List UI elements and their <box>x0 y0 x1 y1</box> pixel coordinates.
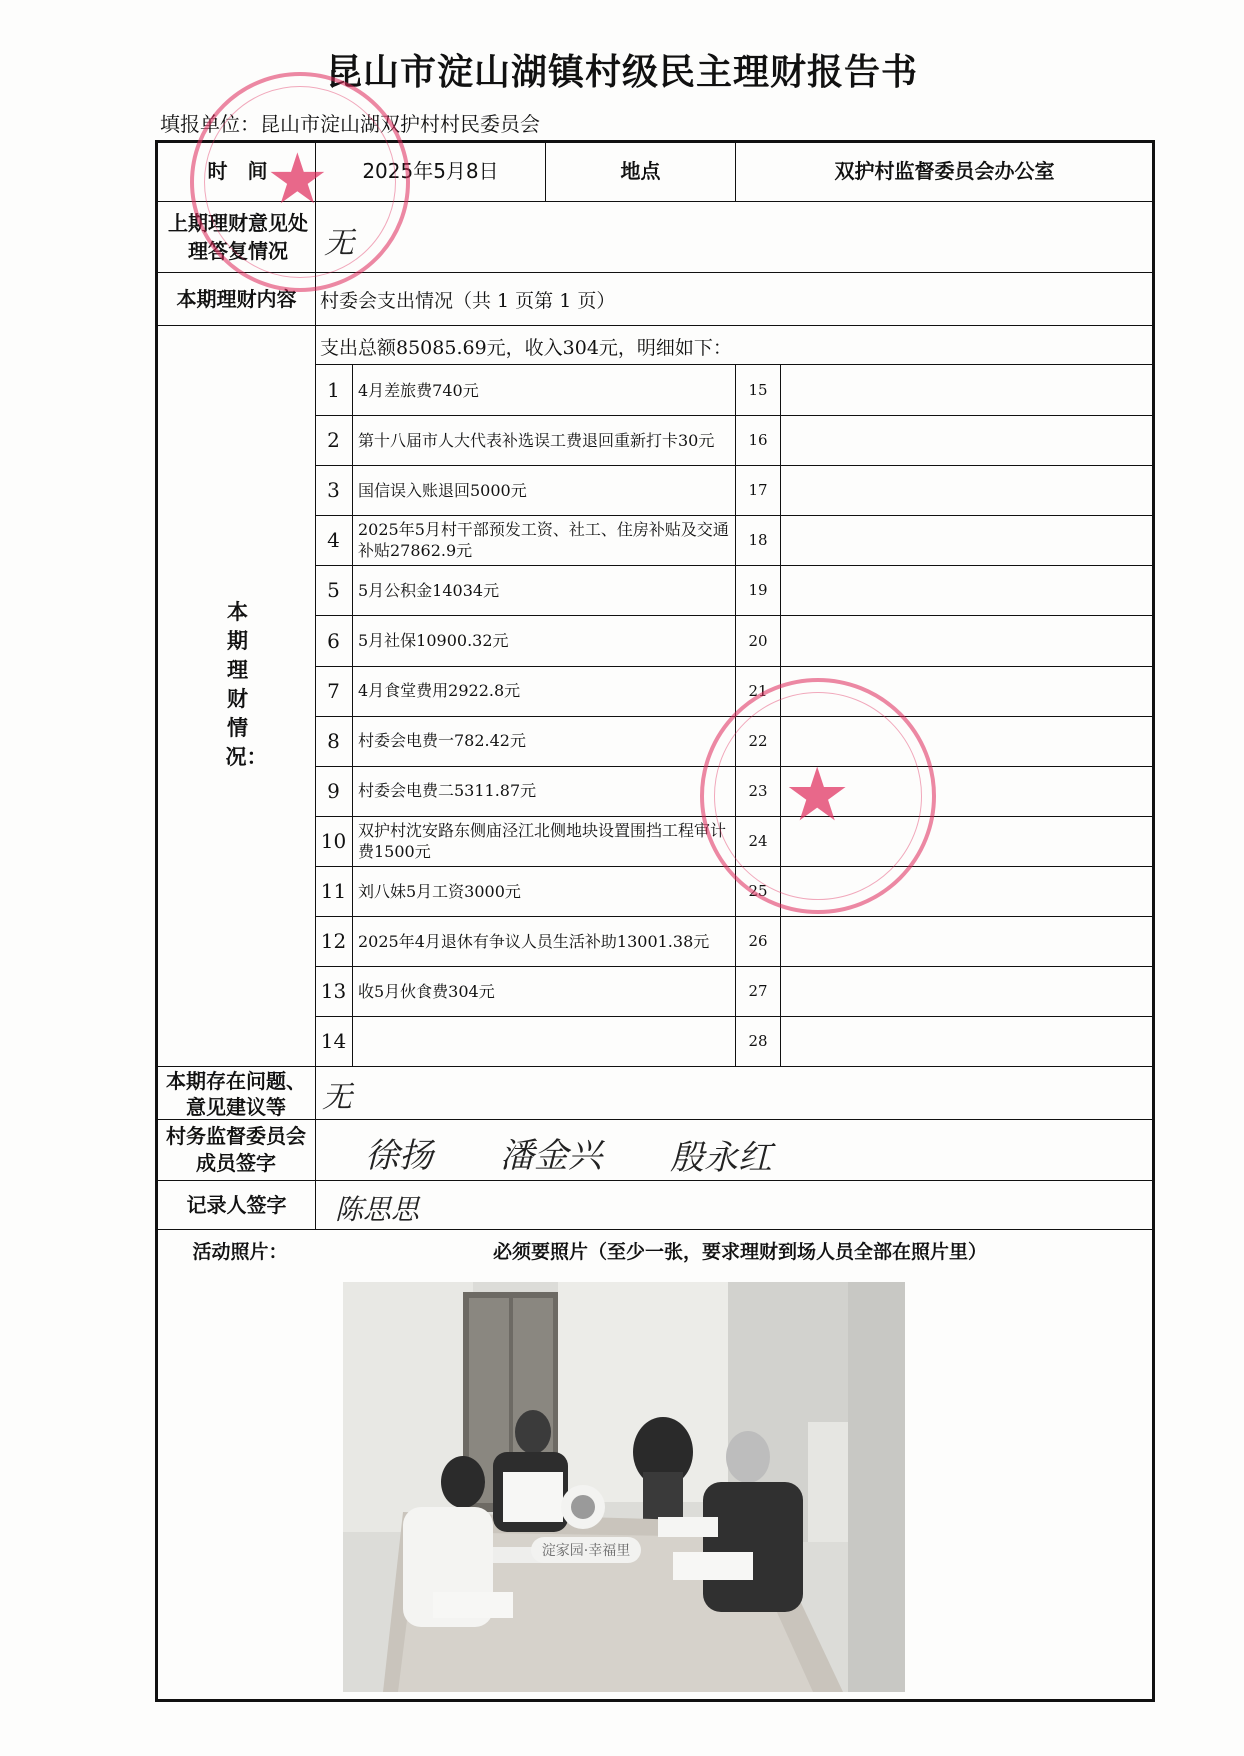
prev-label: 上期理财意见处理答复情况 <box>168 211 308 263</box>
time-value: 2025年5月8日 <box>362 159 499 183</box>
supervisor-signature-3: 殷永红 <box>670 1138 772 1178</box>
stamp-star-icon: ★ <box>784 752 851 838</box>
item-text: 2025年4月退休有争议人员生活补助13001.38元 <box>358 931 710 951</box>
item-text: 第十八届市人大代表补选误工费退回重新打卡30元 <box>358 430 715 450</box>
summary-text: 支出总额85085.69元，收入304元，明细如下： <box>320 336 732 359</box>
village-committee-stamp <box>190 72 410 292</box>
cell-divider <box>315 1180 316 1230</box>
item-number: 13 <box>320 979 347 1004</box>
recorder-signature: 陈思思 <box>335 1193 420 1226</box>
item-number-right: 24 <box>748 831 768 850</box>
cell-divider <box>352 1016 353 1066</box>
cell-divider <box>352 866 353 916</box>
page-title: 昆山市淀山湖镇村级民主理财报告书 <box>325 52 918 93</box>
item-number: 3 <box>327 478 340 503</box>
item-number-right: 25 <box>748 882 768 901</box>
cell-divider <box>352 766 353 816</box>
cell-divider <box>780 616 781 666</box>
item-text: 村委会电费二5311.87元 <box>358 781 537 801</box>
item-number: 1 <box>327 378 340 403</box>
item-text: 刘八妹5月工资3000元 <box>358 881 521 901</box>
item-text <box>354 1016 734 1066</box>
item-number-right: 23 <box>748 781 768 800</box>
cell-divider <box>352 966 353 1016</box>
item-number-right: 20 <box>748 631 768 650</box>
supervisor-signature-1: 徐扬 <box>365 1136 433 1176</box>
time-label: 时 间 <box>207 159 268 183</box>
item-text: 收5月伙食费304元 <box>358 981 495 1001</box>
item-text: 双护村沈安路东侧庙泾江北侧地块设置围挡工程审计费1500元 <box>358 820 727 861</box>
place-label: 地点 <box>620 159 661 183</box>
cell-divider <box>780 365 781 415</box>
cell-divider <box>780 916 781 966</box>
cell-divider <box>352 365 353 415</box>
item-number: 2 <box>327 428 340 453</box>
activity-photo <box>343 1282 905 1692</box>
cell-divider <box>315 1066 316 1120</box>
cell-divider <box>780 515 781 565</box>
item-number: 12 <box>320 929 347 954</box>
cell-divider <box>352 916 353 966</box>
prev-value: 无 <box>324 226 354 261</box>
item-number: 4 <box>327 528 340 553</box>
item-number: 10 <box>320 828 347 853</box>
cell-divider <box>352 816 353 866</box>
cell-divider <box>352 565 353 615</box>
item-number: 5 <box>327 578 340 603</box>
item-number-right: 16 <box>748 431 768 450</box>
item-number-right: 18 <box>748 531 768 550</box>
recorder-label: 记录人签字 <box>186 1193 287 1217</box>
item-number-right: 15 <box>748 381 768 400</box>
situation-label-text: 本期理财情况： <box>225 600 268 769</box>
item-text: 国信误入账退回5000元 <box>358 480 527 500</box>
item-number: 8 <box>327 728 340 753</box>
item-number-right: 22 <box>748 731 768 750</box>
item-number-right: 28 <box>748 1032 768 1051</box>
cell-divider <box>780 465 781 515</box>
reporting-unit: 填报单位：昆山市淀山湖双护村村民委员会 <box>160 112 540 136</box>
situation-label <box>160 598 315 772</box>
photo-label: 活动照片： <box>192 1241 288 1263</box>
cell-divider <box>352 515 353 565</box>
photo-banner-text: 淀家园·幸福里 <box>541 1543 631 1559</box>
item-text: 4月差旅费740元 <box>358 380 479 400</box>
item-text: 5月社保10900.32元 <box>358 631 509 651</box>
item-number: 11 <box>320 879 347 904</box>
item-number-right: 21 <box>748 681 768 700</box>
cell-divider <box>780 415 781 465</box>
item-number-right: 19 <box>748 581 768 600</box>
photo-note: 必须要照片（至少一张，要求理财到场人员全部在照片里） <box>492 1241 987 1263</box>
supervision-committee-stamp <box>700 678 936 914</box>
cell-divider <box>352 465 353 515</box>
stamp-star-icon: ★ <box>266 138 329 220</box>
item-number: 7 <box>327 678 340 703</box>
cell-divider <box>352 716 353 766</box>
supervisors-label: 村务监督委员会成员签字 <box>166 1124 306 1175</box>
place-value: 双护村监督委员会办公室 <box>834 159 1055 183</box>
item-number-right: 17 <box>748 481 768 500</box>
item-text: 4月食堂费用2922.8元 <box>358 681 521 701</box>
content-label: 本期理财内容 <box>176 287 297 311</box>
item-text: 村委会电费一782.42元 <box>358 731 526 751</box>
cell-divider <box>780 565 781 615</box>
cell-divider <box>780 1016 781 1066</box>
item-number-right: 26 <box>748 932 768 951</box>
cell-divider <box>780 966 781 1016</box>
issues-value: 无 <box>322 1080 352 1115</box>
cell-divider <box>315 1119 316 1181</box>
cell-divider <box>352 666 353 716</box>
item-text: 5月公积金14034元 <box>358 580 500 600</box>
item-number: 14 <box>320 1029 347 1054</box>
item-number-right: 27 <box>748 982 768 1001</box>
cell-divider <box>352 415 353 465</box>
cell-divider <box>352 616 353 666</box>
content-value: 村委会支出情况（共 1 页第 1 页） <box>320 289 616 312</box>
item-text: 2025年5月村干部预发工资、社工、住房补贴及交通补贴27862.9元 <box>358 520 729 561</box>
issues-label: 本期存在问题、意见建议等 <box>166 1069 306 1119</box>
item-number: 9 <box>327 778 340 803</box>
supervisor-signature-2: 潘金兴 <box>500 1136 602 1176</box>
photo-illustration <box>343 1282 905 1692</box>
item-number: 6 <box>327 628 340 653</box>
